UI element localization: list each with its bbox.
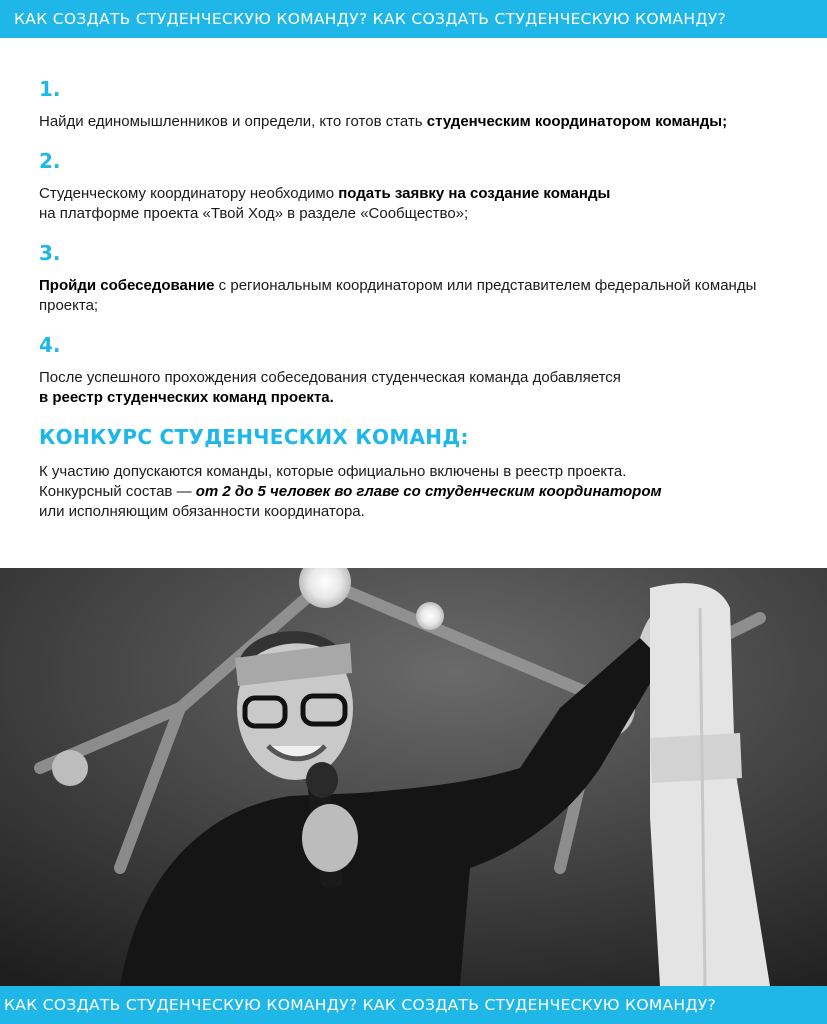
contest-description (39, 462, 799, 522)
step-2-text-bold: подать заявку на создание команды (338, 185, 611, 202)
step-1-number: 1. (39, 77, 61, 101)
instructions-content (39, 70, 799, 522)
step-3 (39, 238, 799, 316)
speaker-photo (0, 568, 827, 986)
step-4-text (39, 368, 799, 408)
contest-line-2-bold: от 2 до 5 человек во главе со студенческим координатором (195, 483, 662, 500)
contest-line-1: К участию допускаются команды, которые официально включены в реестр проекта. (39, 463, 627, 480)
step-4-number: 4. (39, 333, 61, 357)
step-1 (39, 74, 799, 132)
contest-line-2-regular: Конкурсный состав — (39, 483, 196, 500)
glow-node-icon (416, 602, 444, 630)
step-2-text (39, 184, 799, 224)
contest-line-3: или исполняющим обязанности координатора. (39, 503, 365, 520)
step-3-number: 3. (39, 241, 61, 265)
step-3-text-regular: с региональным координатором или представителем федеральной команды проекта; (39, 277, 757, 314)
step-2-number: 2. (39, 149, 61, 173)
glow-node-icon (52, 750, 88, 786)
bottom-ticker-text: КАК СОЗДАТЬ СТУДЕНЧЕСКУЮ КОМАНДУ? КАК СОЗДАТЬ СТУДЕНЧЕСКУЮ КОМАНДУ? (4, 996, 717, 1014)
step-2 (39, 146, 799, 224)
step-1-text (39, 112, 799, 132)
bottom-ticker-banner (0, 986, 827, 1024)
step-1-text-bold: студенческим координатором команды; (426, 113, 728, 130)
step-4-text-bold: в реестр студенческих команд проекта. (39, 389, 334, 406)
step-3-text-bold: Пройди собеседование (39, 277, 215, 294)
step-3-text (39, 276, 799, 316)
step-4 (39, 330, 799, 408)
step-4-text-regular: После успешного прохождения собеседования студенческая команда добавляется (39, 369, 621, 386)
contest-title: КОНКУРС СТУДЕНЧЕСКИХ КОМАНД: (39, 425, 469, 449)
top-ticker-text: КАК СОЗДАТЬ СТУДЕНЧЕСКУЮ КОМАНДУ? КАК СОЗДАТЬ СТУДЕНЧЕСКУЮ КОМАНДУ? (14, 10, 727, 28)
step-1-text-regular: Найди единомышленников и определи, кто готов стать (39, 113, 427, 130)
top-ticker-banner (0, 0, 827, 38)
speaker-photo-illustration (0, 568, 827, 986)
step-2-text-second-line: на платформе проекта «Твой Ход» в разделе «Сообщество»; (39, 205, 469, 222)
step-2-text-regular: Студенческому координатору необходимо (39, 185, 339, 202)
